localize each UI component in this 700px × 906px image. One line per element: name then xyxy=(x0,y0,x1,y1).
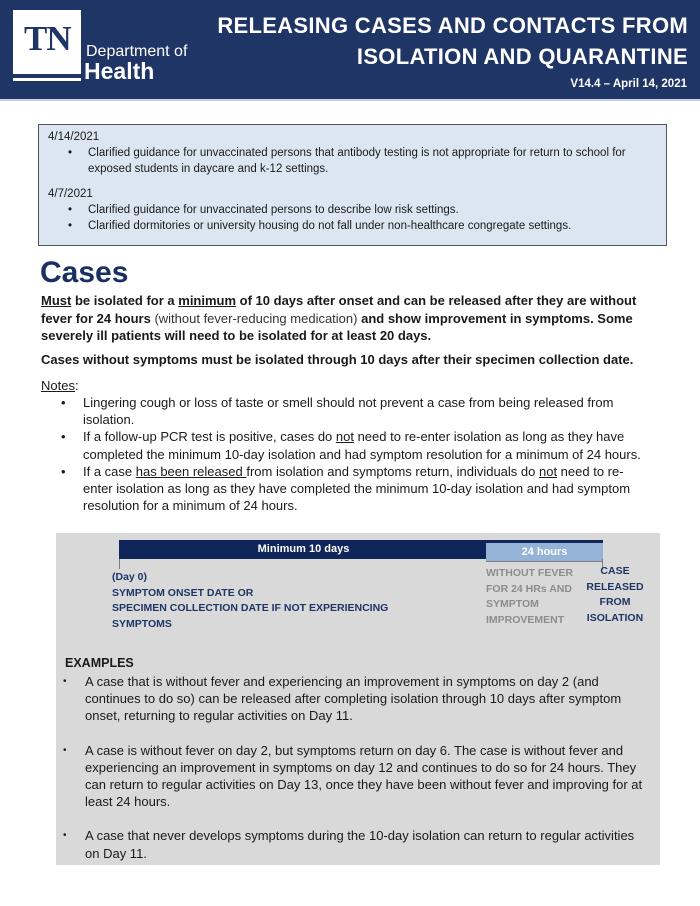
changelog-item: • Clarified guidance for unvaccinated persons that antibody testing is not appropriate for return to school for exposed students in daycare and k-12 settings. xyxy=(48,145,657,177)
note-item: • Lingering cough or loss of taste or smell should not prevent a case from being released from isolation. xyxy=(41,394,641,428)
changelog-box xyxy=(38,124,667,246)
changelog-item: • Clarified dormitories or university housing do not fall under non-healthcare congregate settings. xyxy=(48,218,657,234)
onset-label: SYMPTOMS xyxy=(112,617,172,630)
asymptomatic-paragraph: Cases without symptoms must be isolated through 10 days after their specimen collection date. xyxy=(41,352,634,367)
notes-label-text: Notes xyxy=(41,378,75,393)
logo-underline-inner xyxy=(13,78,81,81)
lead-parenthetical: (without fever-reducing medication) xyxy=(154,310,358,326)
logo-health-text: Health xyxy=(84,58,155,84)
lead-text: of 10 days after onset and can be released after they are without fever for 24 hours xyxy=(41,293,637,326)
timeline-bar-minimum-10-days: Minimum 10 days xyxy=(119,540,488,559)
note-emphasis: not xyxy=(538,463,558,479)
page-header xyxy=(0,0,700,101)
timeline-without-fever-label xyxy=(486,566,586,628)
changelog-date: 4/14/2021 xyxy=(48,131,100,143)
without-fever-line: IMPROVEMENT xyxy=(486,613,565,626)
minimum-emphasis: minimum xyxy=(178,293,237,308)
title-line-1: RELEASING CASES AND CONTACTS FROM xyxy=(217,13,688,38)
changelog-list xyxy=(48,145,657,177)
version-label: V14.4 – April 14, 2021 xyxy=(570,78,687,90)
timeline-bar-24-hours: 24 hours xyxy=(486,540,603,562)
note-item xyxy=(41,463,641,515)
example-item: • A case is without fever on day 2, but symptoms return on day 6. The case is without fever and experiencing an improvement in symptoms on day 12 and continues to do so for 24 hours. They can return to regular activities on Day 13, once they have been without fever and improving for at least 24 hours. xyxy=(60,742,650,811)
note-emphasis: not xyxy=(335,429,354,445)
example-item: • A case that never develops symptoms during the 10-day isolation can return to regular activities on Day 11. xyxy=(60,827,650,861)
released-line: CASE xyxy=(600,565,630,577)
released-line: FROM xyxy=(599,596,631,608)
changelog-item: • Clarified guidance for unvaccinated persons to describe low risk settings. xyxy=(48,202,657,218)
timeline-released-label xyxy=(582,564,648,626)
must-emphasis: Must xyxy=(41,293,72,308)
onset-label: SPECIMEN COLLECTION DATE IF NOT EXPERIENCING xyxy=(112,602,389,614)
example-item: • A case that is without fever and experiencing an improvement in symptoms on day 2 (and continues to do so) can be released after completing isolation through 10 days after symptom onset, returning to regular activities on Day 11. xyxy=(60,673,650,725)
cases-heading: Cases xyxy=(40,256,129,289)
released-line: RELEASED xyxy=(586,580,644,593)
examples-list xyxy=(60,673,650,879)
lead-text: be isolated for a xyxy=(71,293,179,308)
examples-heading: EXAMPLES xyxy=(65,656,134,670)
lead-text: and show improvement in symptoms. Some severely ill patients will need to be isolated for at least 20 days. xyxy=(41,310,633,343)
note-text: If a follow-up PCR test is positive, cases do xyxy=(83,429,336,445)
note-text: If a case xyxy=(83,463,136,479)
notes-list xyxy=(41,394,641,514)
without-fever-line: WITHOUT FEVER xyxy=(486,567,573,579)
title-line-2: ISOLATION AND QUARANTINE xyxy=(356,44,688,69)
notes-colon: : xyxy=(74,378,79,393)
timeline-start-tick xyxy=(119,559,120,569)
released-line: ISOLATION xyxy=(586,611,644,624)
document-title xyxy=(208,10,688,72)
note-item xyxy=(41,428,641,462)
tn-logo-mark: TN xyxy=(24,19,71,58)
cases-lead-paragraph xyxy=(41,292,666,345)
note-text: from isolation and symptoms return, individuals do xyxy=(246,463,539,479)
without-fever-line: SYMPTOM xyxy=(486,598,539,610)
note-text: need to re-enter isolation as long as they have completed the minimum 10-day isolation and had symptom resolution for a minimum of 24 hours. xyxy=(83,463,631,514)
changelog-list xyxy=(48,202,657,234)
logo-department-text: Department of xyxy=(86,43,188,60)
timeline-start-label xyxy=(112,570,402,632)
timeline-examples-panel xyxy=(56,533,660,865)
note-emphasis: has been released xyxy=(135,463,247,479)
onset-label: SYMPTOM ONSET DATE OR xyxy=(112,586,254,599)
notes-label xyxy=(41,377,79,394)
changelog-date: 4/7/2021 xyxy=(48,188,93,200)
without-fever-line: FOR 24 HRs AND xyxy=(486,582,572,595)
day0-label: (Day 0) xyxy=(112,571,148,583)
note-text: need to re-enter isolation as long as they have completed the minimum 10-day isolation and had symptom resolution for a minimum of 24 hours. xyxy=(83,429,641,462)
